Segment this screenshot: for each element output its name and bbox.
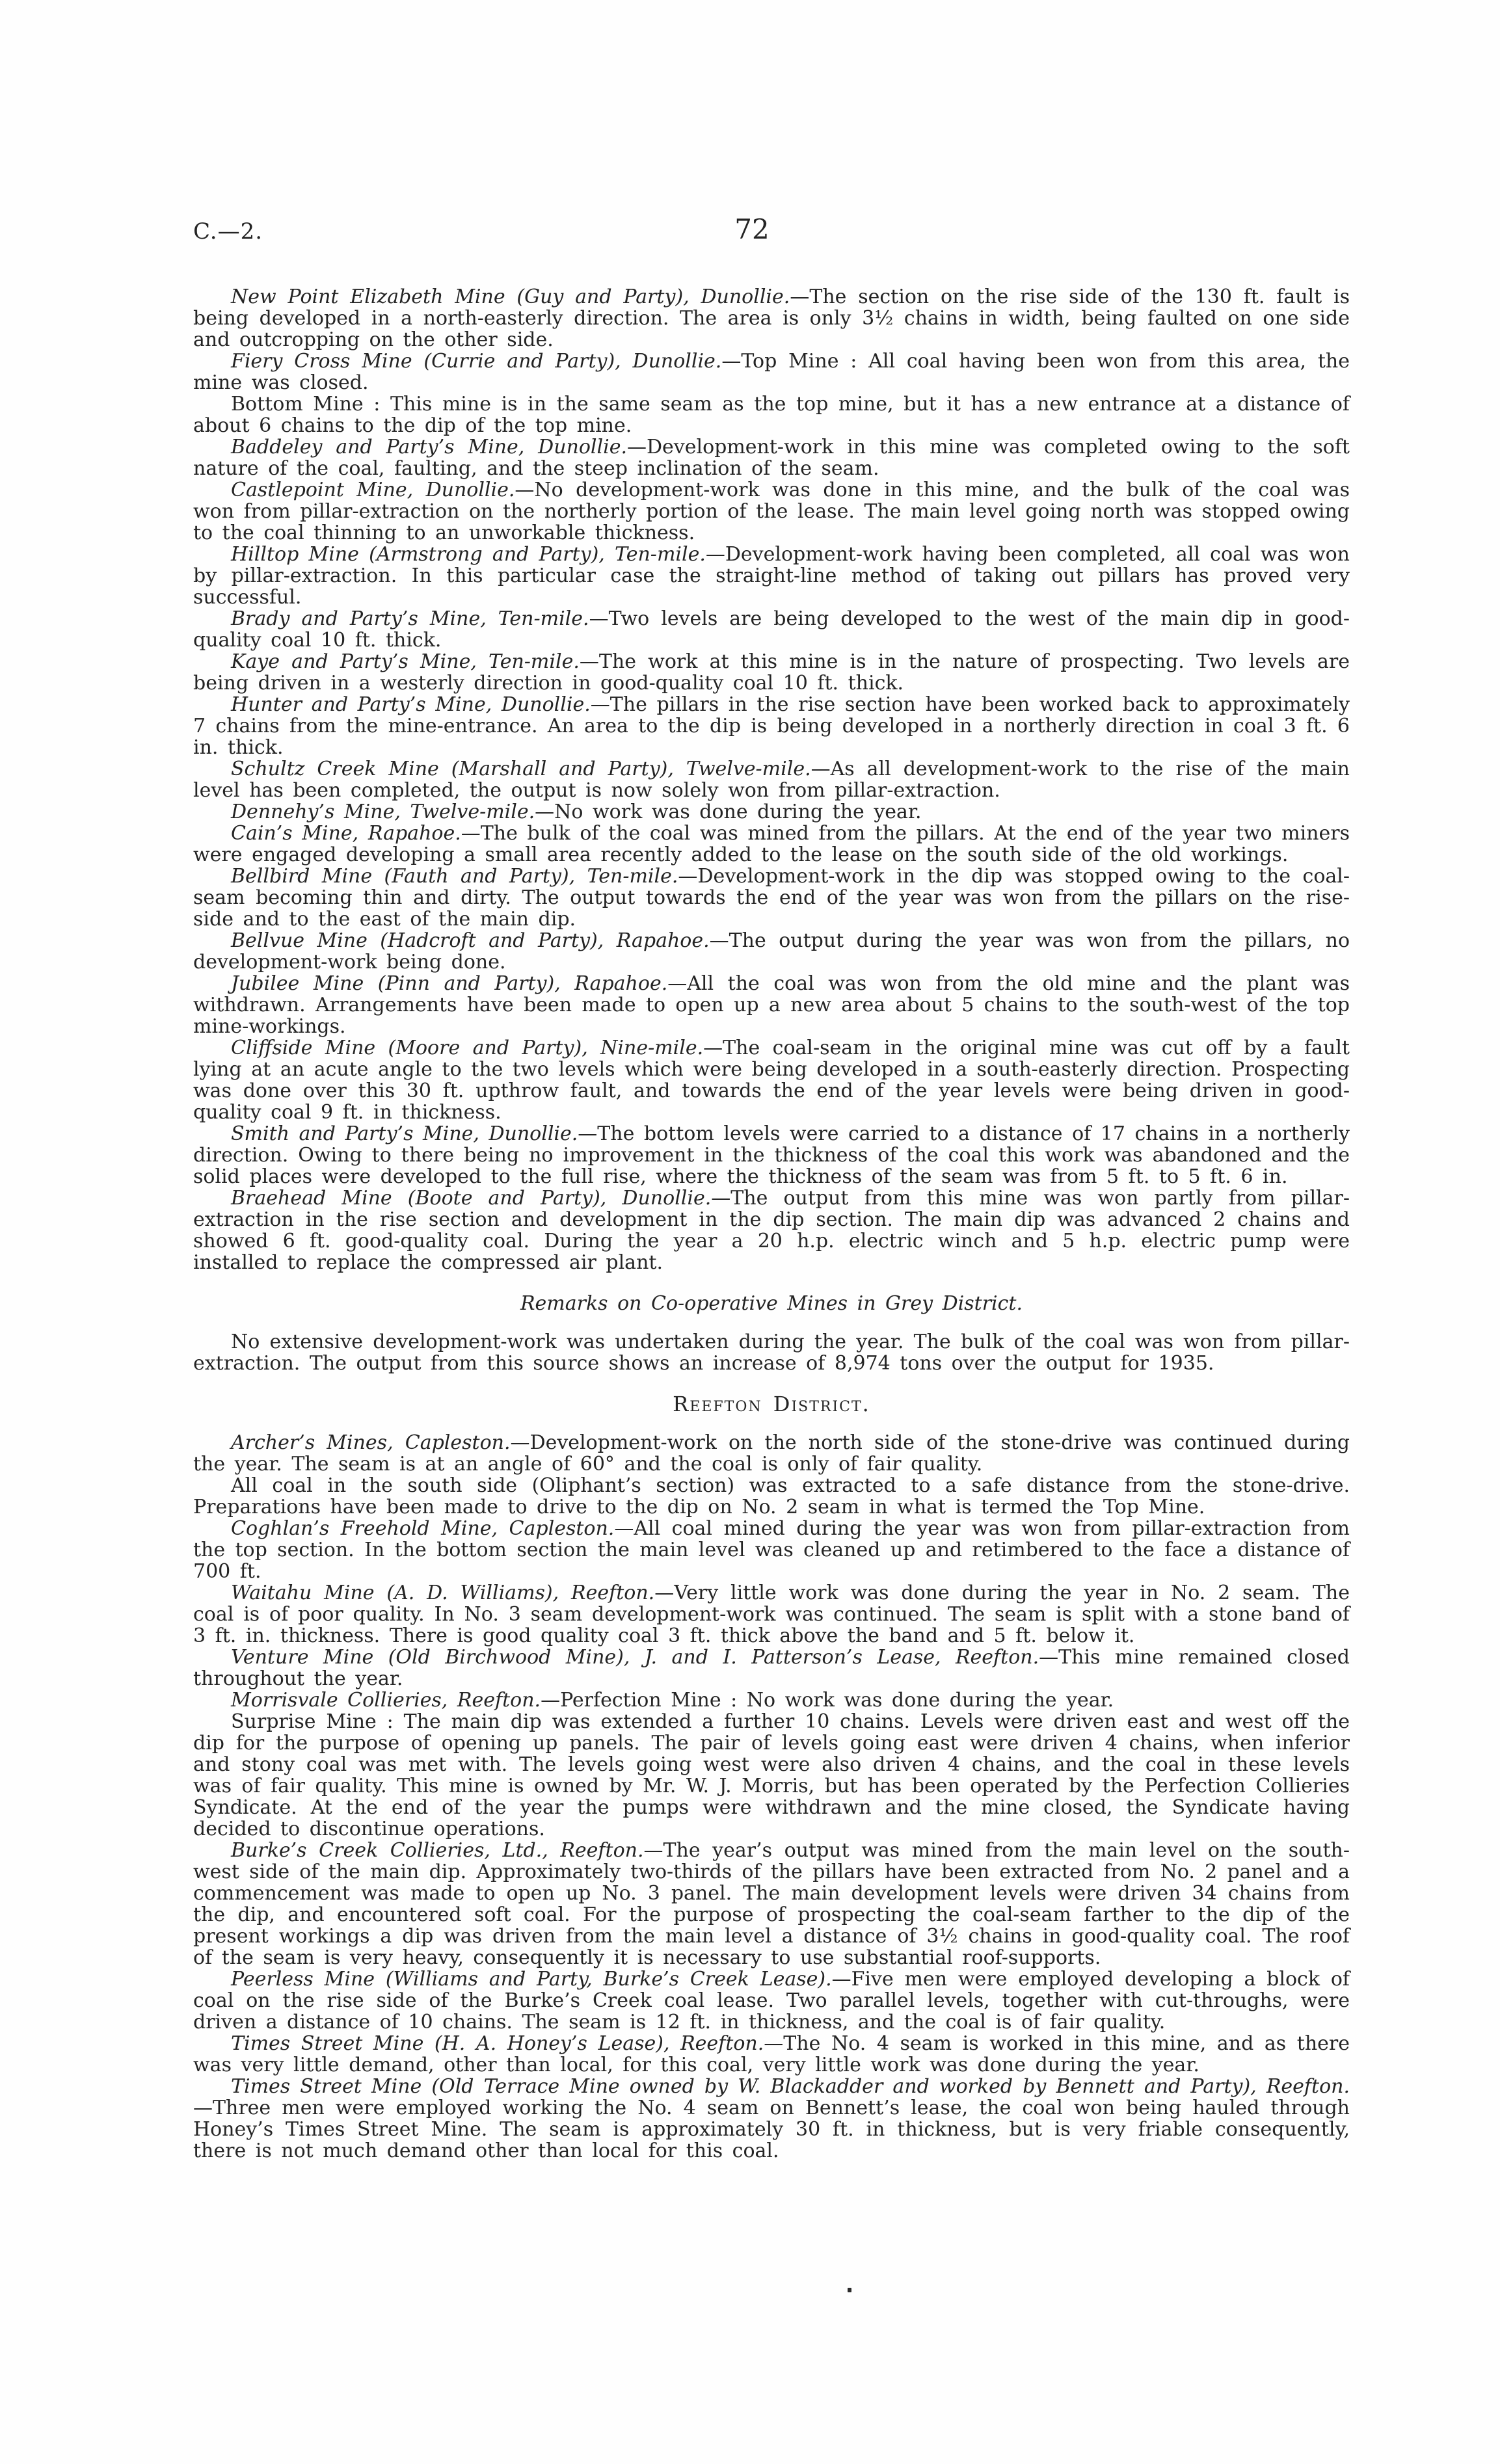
mine-report-paragraph: [193, 1711, 1350, 1840]
mine-name-lead: Kaye and Party’s Mine, Ten-mile.: [231, 650, 580, 673]
mine-report-paragraph: [193, 351, 1350, 393]
mine-report-paragraph: [193, 801, 1350, 823]
mine-name-lead: Archer’s Mines, Capleston.: [231, 1431, 511, 1454]
mine-name-lead: Coghlan’s Freehold Mine, Capleston.: [231, 1517, 615, 1540]
paragraph-text: —The year’s output was mined from the main level on the south-west side of the main dip. Approximately two-thirds of the pillars have been extracted from No. 2 panel and a commencement was made to open up No. 3 panel. The main development levels were driven 34 chains from the dip, and encountered soft coal. For the purpose of prospecting the coal-seam farther to the dip of the present workings a dip was driven from the main level a distance of 3½ chains in good-quality coal. The roof of the seam is very heavy, consequently it is necessary to use substantial roof-supports.: [193, 1839, 1350, 1969]
paragraph-text: —The bottom levels were carried to a distance of 17 chains in a northerly direction. Owing to there being no improvement in the thickness of the coal this work was abandoned and the solid places were developed to the full rise, where the thickness of the seam was from 5 ft. to 5 ft. 6 in.: [193, 1122, 1350, 1188]
paragraph-text: All coal in the south side (Oliphant’s section) was extracted to a safe distance from the stone-drive. Preparations have been made to drive to the dip on No. 2 seam in what is termed the Top Mine.: [193, 1474, 1350, 1518]
paragraph-text: —All the coal was won from the old mine and the plant was withdrawn. Arrangements have been made to open up a new area about 5 chains to the south-west of the top mine-workings.: [193, 972, 1350, 1038]
mine-report-paragraph: [193, 1432, 1350, 1475]
paragraph-text: —Development-work in this mine was completed owing to the soft nature of the coal, faulting, and the steep inclination of the seam.: [193, 436, 1350, 480]
mine-name-lead: Fiery Cross Mine (Currie and Party), Dunollie.: [231, 350, 722, 373]
mine-report-paragraph: [193, 758, 1350, 801]
mine-name-lead: Waitahu Mine (A. D. Williams), Reefton.: [231, 1582, 655, 1604]
mine-report-paragraph: [193, 286, 1350, 351]
mine-name-lead: New Point Elizabeth Mine (Guy and Party), Dunollie.: [231, 285, 790, 308]
mine-name-lead: Dennehy’s Mine, Twelve-mile.: [231, 801, 535, 823]
paragraph-text: —Development-work having been completed, all coal was won by pillar-extraction. In this particular case the straight-line method of taking out pillars has proved very successful.: [193, 543, 1350, 609]
paragraph-text: —The section on the rise side of the 130 ft. fault is being developed in a north-easterly direction. The area is only 3½ chains in width, being faulted on one side and outcropping on the other side.: [193, 285, 1350, 351]
page-body: [193, 286, 1350, 2162]
mine-name-lead: Peerless Mine (Williams and Party, Burke’s Creek Lease).: [231, 1968, 832, 1991]
paragraph-text: —The output from this mine was won partly from pillar-extraction in the rise section and development in the dip section. The main dip was advanced 2 chains and showed 6 ft. good-quality coal. During the year a 20 h.p. electric winch and 5 h.p. electric pump were installed to replace the compressed air plant.: [193, 1187, 1350, 1274]
mine-name-lead: Hunter and Party’s Mine, Dunollie.: [231, 693, 591, 716]
paragraph-text: —All coal mined during the year was won from pillar-extraction from the top section. In the bottom section the main level was cleaned up and retimbered to the face a distance of 700 ft.: [193, 1517, 1350, 1583]
mine-name-lead: Hilltop Mine (Armstrong and Party), Ten-mile.: [231, 543, 706, 566]
paragraph-text: —The pillars in the rise section have been worked back to approximately 7 chains from the mine-entrance. An area to the dip is being developed in a northerly direction in coal 3 ft. 6 in. thick.: [193, 693, 1350, 759]
paragraph-text: Bottom Mine : This mine is in the same seam as the top mine, but it has a new entrance at a distance of about 6 chains to the dip of the top mine.: [193, 393, 1350, 437]
paragraph-text: —The output during the year was won from the pillars, no development-work being done.: [193, 929, 1350, 974]
mine-report-paragraph: [193, 479, 1350, 544]
scan-artifact-dot: [848, 2288, 851, 2292]
mine-report-paragraph: [193, 1647, 1350, 1689]
mine-report-paragraph: [193, 393, 1350, 436]
paragraph-text: —Development-work on the north side of the stone-drive was continued during the year. The seam is at an angle of 60° and the coal is only of fair quality.: [193, 1431, 1350, 1476]
page-number: 72: [734, 213, 770, 245]
paragraph-text: —Perfection Mine : No work was done during the year.: [541, 1689, 1114, 1712]
mine-name-lead: Jubilee Mine (Pinn and Party), Rapahoe.: [231, 972, 668, 995]
mine-name-lead: Bellvue Mine (Hadcroft and Party), Rapahoe.: [231, 929, 710, 952]
mine-name-lead: Venture Mine (Old Birchwood Mine), J. and I. Patterson’s Lease, Reefton.: [231, 1646, 1039, 1669]
paragraph-text: —Five men were employed developing a block of coal on the rise side of the Burke’s Creek coal lease. Two parallel levels, together with cut-throughs, were driven a distance of 10 chains. The seam is 12 ft. in thickness, and the coal is of fair quality.: [193, 1968, 1350, 2033]
mine-name-lead: Times Street Mine (H. A. Honey’s Lease), Reefton.: [231, 2032, 764, 2055]
mine-name-lead: Schultz Creek Mine (Marshall and Party), Twelve-mile.: [231, 758, 811, 780]
mine-report-paragraph: [193, 2076, 1350, 2162]
mine-name-lead: Burke’s Creek Collieries, Ltd., Reefton.: [231, 1839, 644, 1862]
paragraph-text: —No work was done during the year.: [535, 801, 922, 823]
paragraph-text: Surprise Mine : The main dip was extended a further 10 chains. Levels were driven east and west off the dip for the purpose of opening up panels. The pair of levels going east were driven 4 chains, when inferior and stony coal was met with. The levels going west were also driven 4 chains, and the coal in these levels was of fair quality. This mine is owned by Mr. W. J. Morris, but has been operated by the Perfection Collieries Syndicate. At the end of the year the pumps were withdrawn and the mine closed, the Syndicate having decided to discontinue operations.: [193, 1710, 1350, 1840]
mine-report-paragraph: [193, 1331, 1350, 1374]
paragraph-text: —The coal-seam in the original mine was cut off by a fault lying at an acute angle to the two levels which were being developed in a south-easterly direction. Prospecting was done over this 30 ft. upthrow fault, and towards the end of the year levels were being driven in good-quality coal 9 ft. in thickness.: [193, 1037, 1350, 1124]
mine-report-paragraph: [193, 436, 1350, 479]
mine-name-lead: Morrisvale Collieries, Reefton.: [231, 1689, 541, 1712]
paragraph-text: —No development-work was done in this mine, and the bulk of the coal was won from pillar-extraction on the northerly portion of the lease. The main level going north was stopped owing to the coal thinning to an unworkable thickness.: [193, 479, 1350, 544]
mine-report-paragraph: [193, 1840, 1350, 1968]
mine-report-paragraph: [193, 930, 1350, 973]
mine-report-paragraph: [193, 608, 1350, 651]
mine-report-paragraph: [193, 823, 1350, 866]
section-heading-cooperative-mines-grey: Remarks on Co-operative Mines in Grey District.: [520, 1292, 1023, 1315]
paragraph-text: —As all development-work to the rise of the main level has been completed, the output is now solely won from pillar-extraction.: [193, 758, 1350, 802]
mine-name-lead: Castlepoint Mine, Dunollie.: [231, 479, 515, 501]
paragraph-text: —Two levels are being developed to the west of the main dip in good-quality coal 10 ft. thick.: [193, 607, 1350, 652]
mine-report-paragraph: [193, 1582, 1350, 1647]
mine-name-lead: Times Street Mine (Old Terrace Mine owned by W. Blackadder and worked by Bennett and Party), Reefton.: [231, 2075, 1350, 2098]
mine-report-paragraph: [193, 1187, 1350, 1273]
mine-report-paragraph: [193, 866, 1350, 930]
mine-report-paragraph: [193, 1475, 1350, 1518]
mine-name-lead: Braehead Mine (Boote and Party), Dunollie.: [231, 1187, 712, 1210]
section-heading-reefton-district: Reefton District.: [673, 1392, 870, 1416]
mine-report-paragraph: [193, 544, 1350, 608]
mine-name-lead: Cliffside Mine (Moore and Party), Nine-mile.: [231, 1037, 704, 1059]
mine-report-paragraph: [193, 1123, 1350, 1187]
paragraph-text: No extensive development-work was undertaken during the year. The bulk of the coal was won from pillar-extraction. The output from this source shows an increase of 8,974 tons over the output for 1935.: [193, 1331, 1350, 1375]
doc-reference: C.—2.: [193, 219, 263, 245]
paragraph-text: —Development-work in the dip was stopped owing to the coal-seam becoming thin and dirty. The output towards the end of the year was won from the pillars on the rise-side and to the east of the main dip.: [193, 865, 1350, 931]
mine-name-lead: Baddeley and Party’s Mine, Dunollie.: [231, 436, 627, 458]
mine-report-paragraph: [193, 973, 1350, 1037]
mine-name-lead: Bellbird Mine (Fauth and Party), Ten-mile.: [231, 865, 678, 888]
mine-report-paragraph: [193, 694, 1350, 758]
mine-report-paragraph: [193, 651, 1350, 694]
mine-name-lead: Smith and Party’s Mine, Dunollie.: [231, 1122, 578, 1145]
mine-report-paragraph: [193, 1689, 1350, 1711]
paragraph-text: —This mine remained closed throughout the year.: [193, 1646, 1350, 1690]
page-header: [193, 213, 1350, 252]
mine-name-lead: Brady and Party’s Mine, Ten-mile.: [231, 607, 589, 630]
paragraph-text: —The No. 4 seam is worked in this mine, and as there was very little demand, other than local, for this coal, very little work was done during the year.: [193, 2032, 1350, 2076]
mine-report-paragraph: [193, 1518, 1350, 1582]
mine-name-lead: Cain’s Mine, Rapahoe.: [231, 822, 461, 845]
mine-report-paragraph: [193, 1037, 1350, 1123]
paragraph-text: —The work at this mine is in the nature of prospecting. Two levels are being driven in a westerly direction in good-quality coal 10 ft. thick.: [193, 650, 1350, 695]
paragraph-text: —Very little work was done during the year in No. 2 seam. The coal is of poor quality. In No. 3 seam development-work was continued. The seam is split with a stone band of 3 ft. in. thickness. There is good quality coal 3 ft. thick above the band and 5 ft. below it.: [193, 1582, 1350, 1647]
paragraph-text: —Three men were employed working the No. 4 seam on Bennett’s lease, the coal won being hauled through Honey’s Times Street Mine. The seam is approximately 30 ft. in thickness, but is very friable consequently, there is not much demand other than local for this coal.: [193, 2097, 1350, 2162]
paragraph-text: —The bulk of the coal was mined from the pillars. At the end of the year two miners were engaged developing a small area recently added to the lease on the south side of the old workings.: [193, 822, 1350, 866]
mine-report-paragraph: [193, 2033, 1350, 2076]
paragraph-text: —Top Mine : All coal having been won from this area, the mine was closed.: [193, 350, 1350, 394]
mine-report-paragraph: [193, 1968, 1350, 2033]
